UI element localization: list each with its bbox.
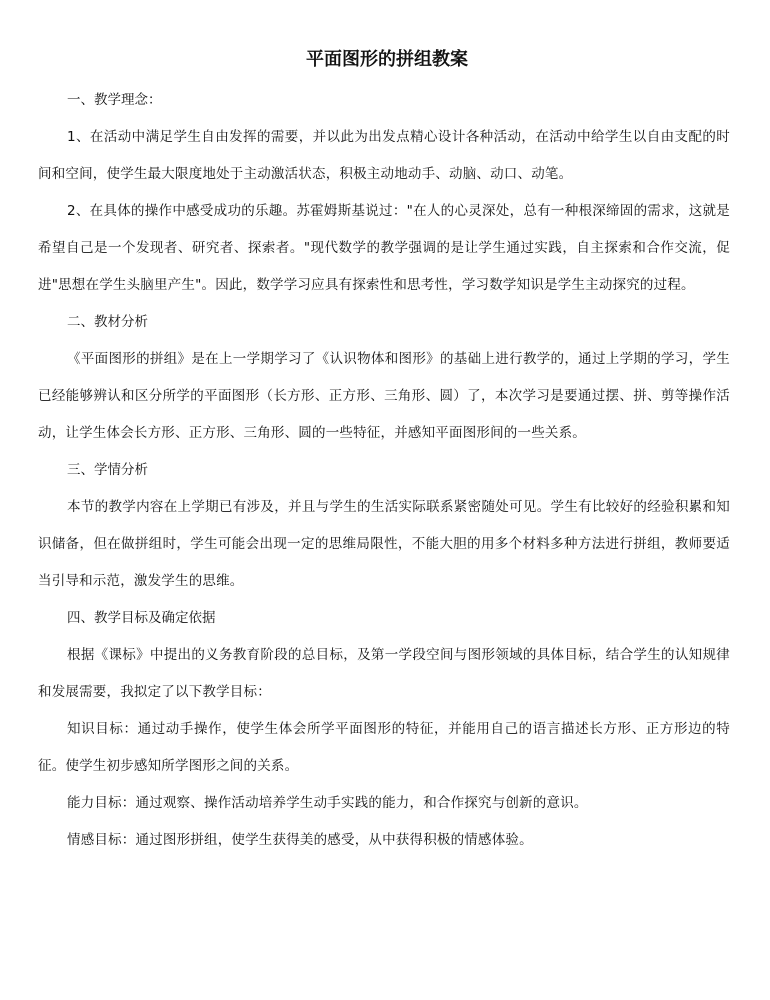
section-teaching-philosophy [38,82,730,304]
paragraph: 1、在活动中满足学生自由发挥的需要，并以此为出发点精心设计各种活动，在活动中给学生以自由支配的时间和空间，使学生最大限度地处于主动激活状态，积极主动地动手、动脑、动口、动笔。 [38,129,730,182]
section-teaching-objectives [38,600,730,859]
paragraph: 2、在具体的操作中感受成功的乐趣。苏霍姆斯基说过："在人的心灵深处，总有一种根深缔固的需求，这就是希望自己是一个发现者、研究者、探索者。"现代数学的教学强调的是让学生通过实践，自主探索和合作交流，促进"思想在学生头脑里产生"。因此，数学学习应具有探索性和思考性，学习数学知识是学生主动探究的过程。 [38,203,730,293]
paragraph: 《平面图形的拼组》是在上一学期学习了《认识物体和图形》的基础上进行教学的，通过上学期的学习，学生已经能够辨认和区分所学的平面图形（长方形、正方形、三角形、圆）了，本次学习是要通过摆、拼、剪等操作活动，让学生体会长方形、正方形、三角形、圆的一些特征，并感知平面图形间的一些关系。 [38,351,730,441]
section-heading: 一、教学理念： [67,92,162,108]
section-material-analysis [38,304,730,452]
paragraph: 本节的教学内容在上学期已有涉及，并且与学生的生活实际联系紧密随处可见。学生有比较好的经验积累和知识储备，但在做拼组时，学生可能会出现一定的思维局限性，不能大胆的用多个材料多种方法进行拼组，教师要适当引导和示范，激发学生的思维。 [38,499,730,589]
section-heading: 四、教学目标及确定依据 [67,610,216,626]
section-heading: 三、学情分析 [67,462,148,478]
section-heading: 二、教材分析 [67,314,148,330]
emotion-objective: 情感目标：通过图形拼组，使学生获得美的感受，从中获得积极的情感体验。 [67,832,533,848]
ability-objective: 能力目标：通过观察、操作活动培养学生动手实践的能力，和合作探究与创新的意识。 [67,795,588,811]
document-title: 平面图形的拼组教案 [306,49,468,70]
knowledge-objective: 知识目标：通过动手操作，使学生体会所学平面图形的特征，并能用自己的语言描述长方形、正方形边的特征。使学生初步感知所学图形之间的关系。 [38,721,730,774]
paragraph: 根据《课标》中提出的义务教育阶段的总目标，及第一学段空间与图形领域的具体目标，结合学生的认知规律和发展需要，我拟定了以下教学目标： [38,647,730,700]
section-student-analysis [38,452,730,600]
